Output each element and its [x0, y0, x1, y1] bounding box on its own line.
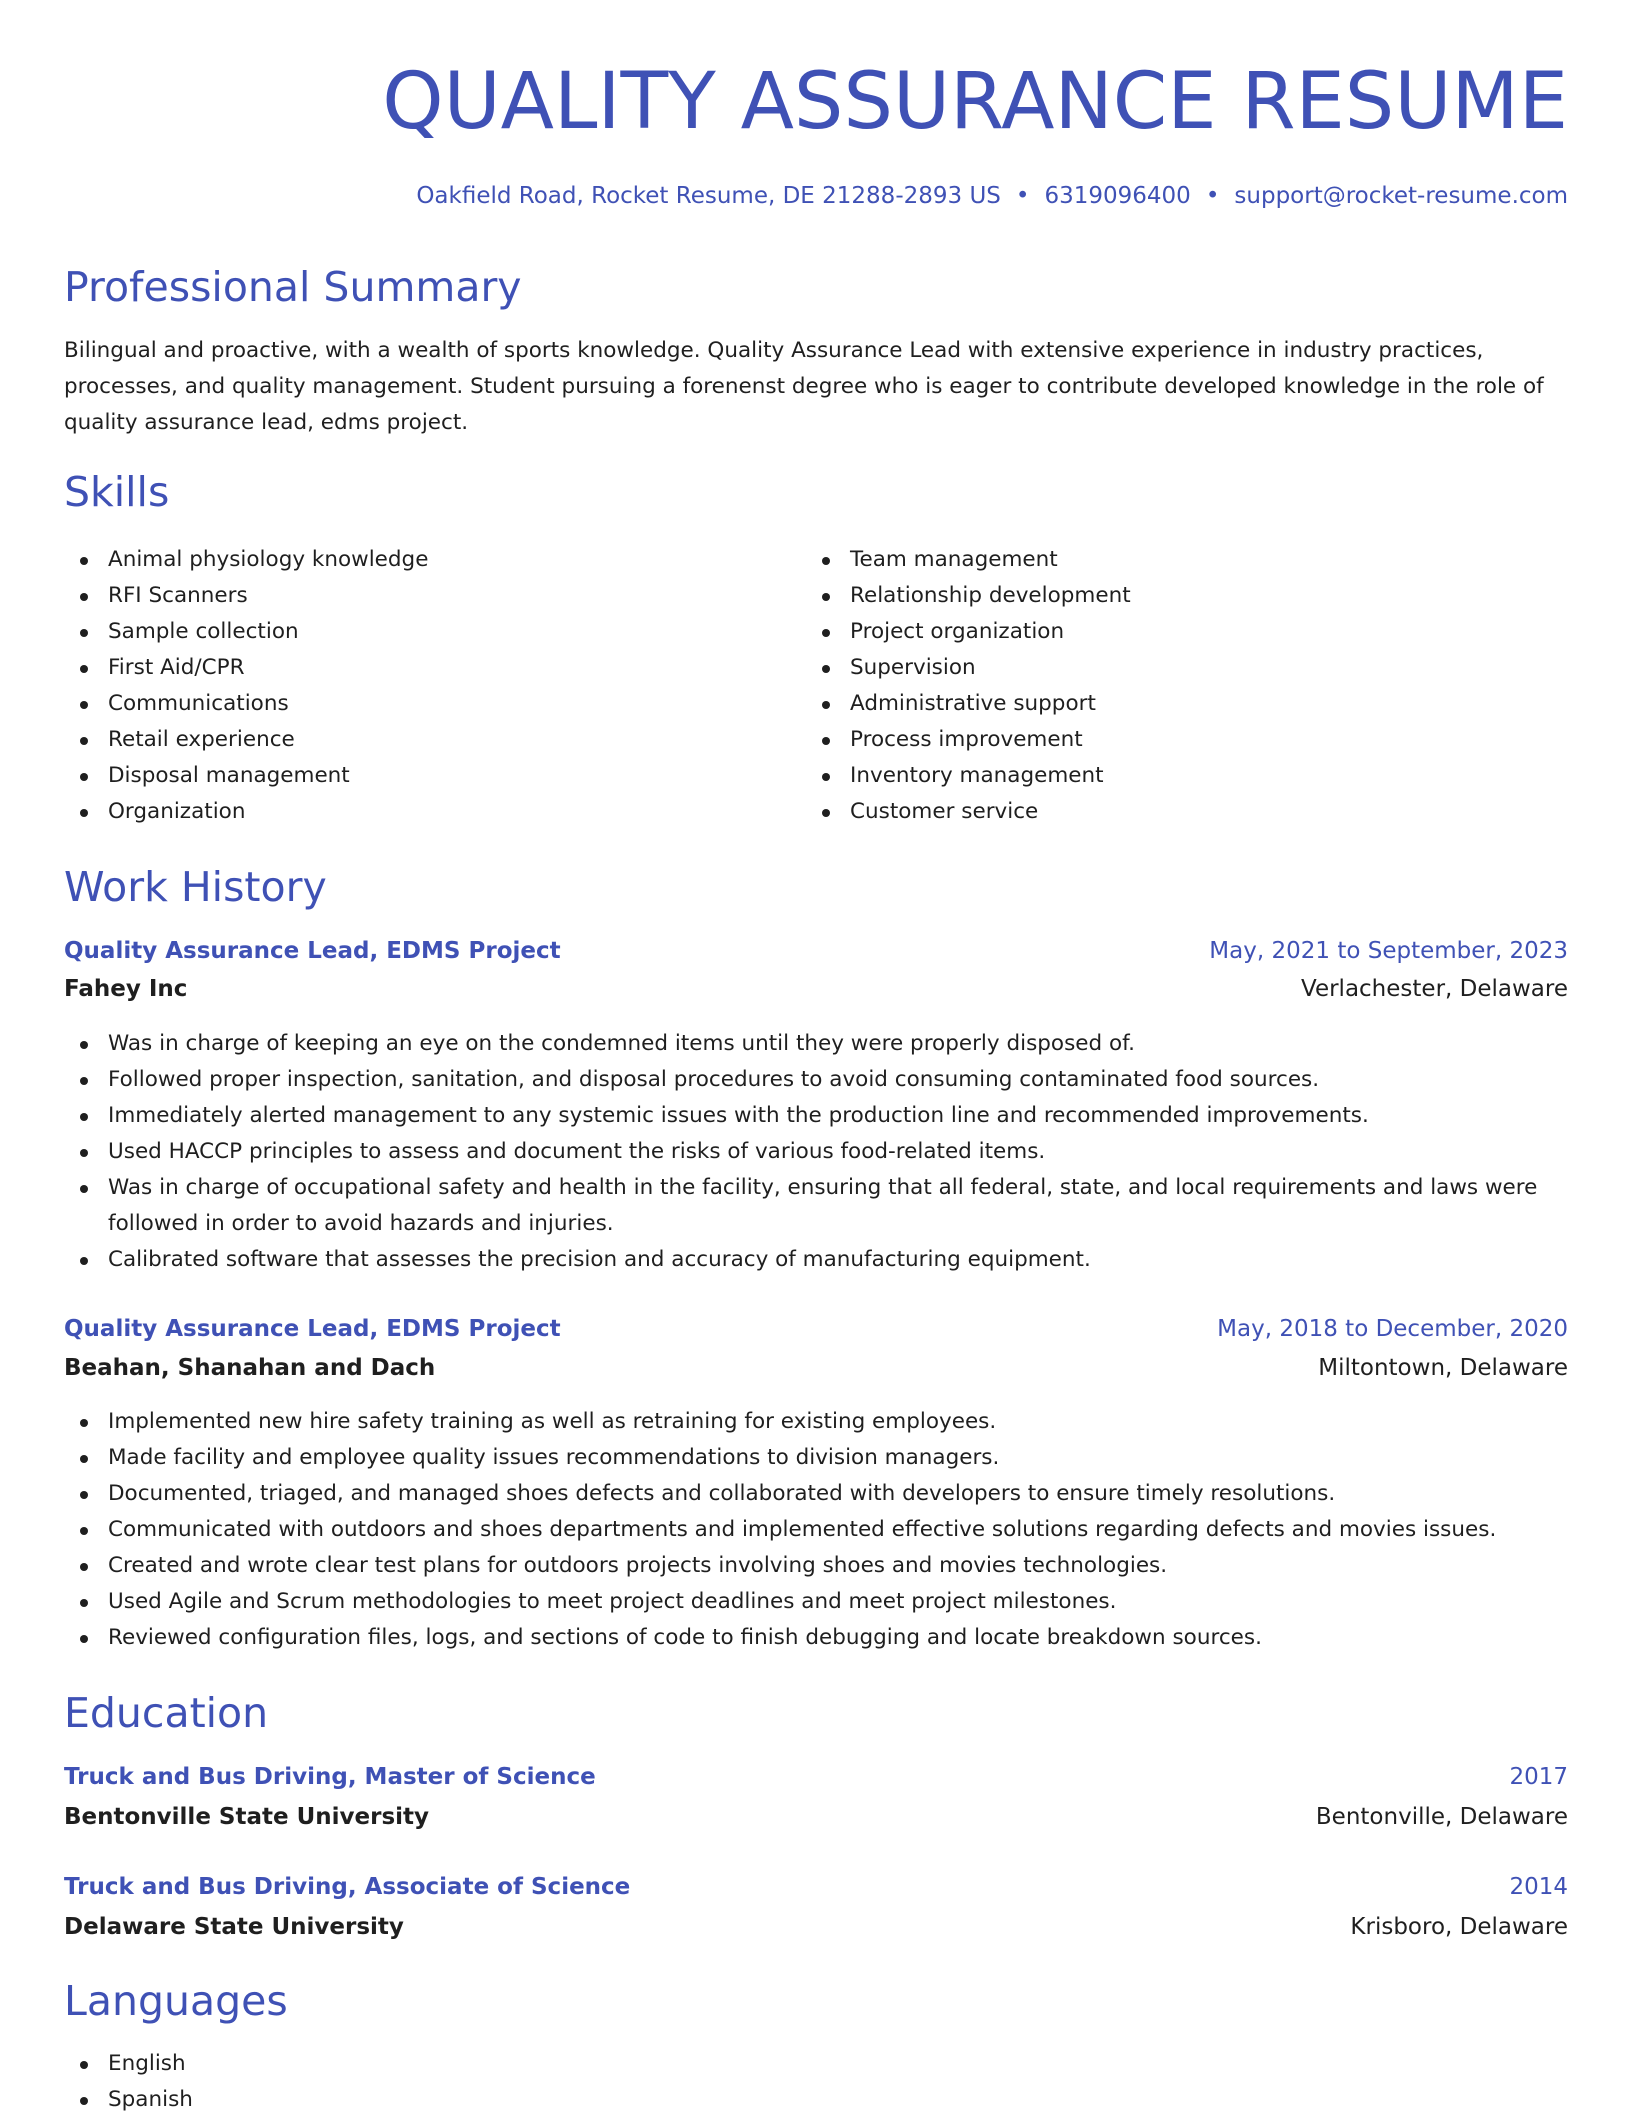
skill-item: Organization	[64, 794, 764, 830]
job-duty: Implemented new hire safety training as well as retraining for existing employees.	[64, 1404, 1568, 1440]
contact-separator: •	[1205, 183, 1220, 209]
job-duties-list	[64, 1026, 1568, 1278]
job-dates: May, 2021 to September, 2023	[1209, 938, 1568, 964]
job-duty: Immediately alerted management to any systemic issues with the production line and recommended improvements.	[64, 1098, 1568, 1134]
skill-item: Administrative support	[806, 686, 1506, 722]
skills-list-left	[64, 542, 764, 830]
education-heading: Education	[64, 1689, 269, 1737]
job-location: Verlachester, Delaware	[1301, 976, 1568, 1002]
skill-item: Sample collection	[64, 614, 764, 650]
job-duty: Reviewed configuration files, logs, and sections of code to finish debugging and locate breakdown sources.	[64, 1620, 1568, 1656]
skills-heading: Skills	[64, 468, 170, 516]
skill-item: Retail experience	[64, 722, 764, 758]
skill-item: RFI Scanners	[64, 578, 764, 614]
contact-separator: •	[1015, 183, 1030, 209]
education-school: Delaware State University	[64, 1914, 404, 1940]
skill-item: Disposal management	[64, 758, 764, 794]
job-duty: Calibrated software that assesses the precision and accuracy of manufacturing equipment.	[64, 1242, 1568, 1278]
job-duties-list	[64, 1404, 1568, 1656]
job-duty: Was in charge of keeping an eye on the condemned items until they were properly disposed of.	[64, 1026, 1568, 1062]
education-school-row	[64, 1798, 1568, 1836]
job-duty: Used Agile and Scrum methodologies to meet project deadlines and meet project milestones.	[64, 1584, 1568, 1620]
education-degree-row	[64, 1868, 1568, 1906]
job-company: Fahey Inc	[64, 976, 188, 1002]
job-duty: Created and wrote clear test plans for outdoors projects involving shoes and movies technologies.	[64, 1548, 1568, 1584]
education-location: Krisboro, Delaware	[1350, 1914, 1568, 1940]
skill-item: Supervision	[806, 650, 1506, 686]
work-history-heading: Work History	[64, 863, 327, 911]
job-duty: Documented, triaged, and managed shoes defects and collaborated with developers to ensure timely resolutions.	[64, 1476, 1568, 1512]
job-company: Beahan, Shanahan and Dach	[64, 1355, 436, 1381]
skill-item: Team management	[806, 542, 1506, 578]
job-duty: Was in charge of occupational safety and health in the facility, ensuring that all federal, state, and local requirements and laws were followed in order to avoid hazards and injuries.	[64, 1170, 1568, 1242]
job-company-row	[64, 970, 1568, 1008]
job-role: Quality Assurance Lead, EDMS Project	[64, 938, 561, 964]
education-school: Bentonville State University	[64, 1804, 430, 1830]
job-duty: Made facility and employee quality issues recommendations to division managers.	[64, 1440, 1568, 1476]
job-location: Miltontown, Delaware	[1318, 1355, 1568, 1381]
education-degree-row	[64, 1758, 1568, 1796]
job-company-row	[64, 1349, 1568, 1387]
job-duty: Communicated with outdoors and shoes departments and implemented effective solutions regarding defects and movies issues.	[64, 1512, 1568, 1548]
education-year: 2017	[1509, 1764, 1568, 1790]
skill-item: Communications	[64, 686, 764, 722]
languages-heading: Languages	[64, 1977, 288, 2025]
language-item: English	[64, 2046, 764, 2082]
job-duty: Followed proper inspection, sanitation, and disposal procedures to avoid consuming contaminated food sources.	[64, 1062, 1568, 1098]
job-title-row	[64, 1310, 1568, 1348]
skill-item: Animal physiology knowledge	[64, 542, 764, 578]
contact-address: Oakfield Road, Rocket Resume, DE 21288-2893 US	[416, 183, 1001, 209]
contact-line	[416, 180, 1568, 212]
education-degree: Truck and Bus Driving, Associate of Science	[64, 1874, 631, 1900]
education-year: 2014	[1509, 1874, 1568, 1900]
skill-item: Customer service	[806, 794, 1506, 830]
education-location: Bentonville, Delaware	[1315, 1804, 1568, 1830]
summary-text: Bilingual and proactive, with a wealth of sports knowledge. Quality Assurance Lead with extensive experience in industry practices, processes, and quality management. Student pursuing a forenenst degree who is eager to contribute developed knowledge in the role of quality assurance lead, edms project.	[64, 338, 1544, 435]
education-degree: Truck and Bus Driving, Master of Science	[64, 1764, 596, 1790]
education-school-row	[64, 1908, 1568, 1946]
skill-item: Relationship development	[806, 578, 1506, 614]
job-role: Quality Assurance Lead, EDMS Project	[64, 1316, 561, 1342]
language-item: Spanish	[64, 2082, 764, 2118]
skill-item: First Aid/CPR	[64, 650, 764, 686]
summary-heading: Professional Summary	[64, 263, 522, 311]
contact-phone: 6319096400	[1044, 183, 1191, 209]
job-dates: May, 2018 to December, 2020	[1217, 1316, 1568, 1342]
skill-item: Project organization	[806, 614, 1506, 650]
resume-title: QUALITY ASSURANCE RESUME	[382, 57, 1568, 147]
contact-email: support@rocket-resume.com	[1234, 183, 1568, 209]
skill-item: Process improvement	[806, 722, 1506, 758]
languages-list	[64, 2046, 764, 2118]
skill-item: Inventory management	[806, 758, 1506, 794]
job-duty: Used HACCP principles to assess and document the risks of various food-related items.	[64, 1134, 1568, 1170]
skills-list-right	[806, 542, 1506, 830]
job-title-row	[64, 932, 1568, 970]
